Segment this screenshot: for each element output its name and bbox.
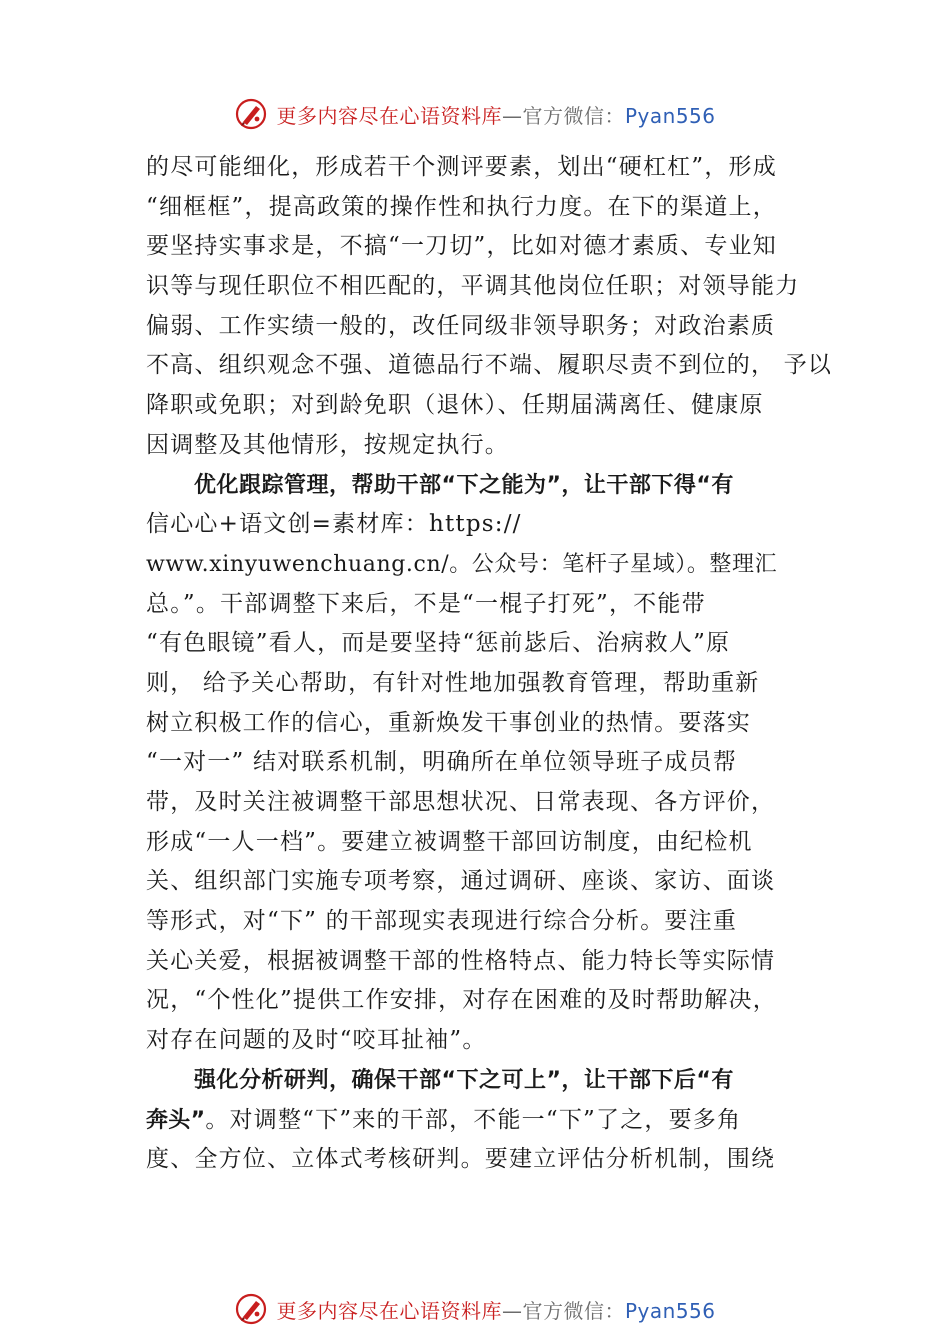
text-line: 带，及时关注被调整干部思想状况、日常表现、各方评价，: [146, 789, 776, 815]
text-line: “细框框”，提高政策的操作性和执行力度。在下的渠道上，: [146, 193, 777, 220]
text-line: 降职或免职；对到龄免职（退休）、任期届满离任、健康原: [146, 392, 764, 419]
section-heading: 优化跟踪管理，帮助干部“下之能为”，让干部下得“有: [194, 472, 734, 498]
banner-wechat-id: Pyan556: [624, 1298, 716, 1323]
text-line: 要坚持实事求是，不搞“一刀切”，比如对德才素质、专业知: [146, 233, 777, 260]
text-line: 识等与现任职位不相匹配的，平调其他岗位任职；对领导能力: [146, 273, 800, 300]
text-line: 的尽可能细化，形成若干个测评要素，划出“硬杠杠”，形成: [146, 154, 777, 180]
banner-site-name: 更多内容尽在心语资料库: [276, 1298, 502, 1323]
section-heading: 强化分析研判，确保干部“下之可上”，让干部下后“有: [194, 1067, 734, 1093]
banner-dash: —: [501, 103, 523, 128]
text-line: [146, 1101, 836, 1141]
text-line: 对存在问题的及时“咬耳扯袖”。: [146, 1027, 487, 1054]
text-line: 树立积极工作的信心，重新焕发干事创业的热情。要落实: [146, 709, 751, 736]
banner-text: [276, 1295, 715, 1324]
text-line: 况，“个性化”提供工作安排，对存在困难的及时帮助解决，: [146, 987, 777, 1014]
text-line: “有色眼镜”看人，而是要坚持“惩前毖后、治病救人”原: [146, 630, 731, 657]
text-line: 信心心+语文创=素材库：https://: [146, 511, 522, 538]
paragraph-2: [146, 466, 836, 1061]
text-line: 度、全方位、立体式考核研判。要建立评估分析机制，围绕: [146, 1146, 776, 1173]
document-body: [146, 148, 836, 1180]
text-line: 偏弱、工作实绩一般的，改任同级非领导职务；对政治素质: [146, 312, 776, 339]
header-banner: [0, 94, 950, 134]
banner-wechat-label: 官方微信：: [522, 1298, 625, 1323]
text-line: 关、组织部门实施专项考察，通过调研、座谈、家访、面谈: [146, 868, 776, 895]
banner-site-name: 更多内容尽在心语资料库: [276, 103, 502, 128]
text-line: 不高、组织观念不强、道德品行不端、履职尽责不到位的， 予以: [146, 352, 833, 379]
banner-text: [276, 100, 715, 129]
pen-logo-icon: [234, 1292, 268, 1326]
paragraph-1: [146, 148, 836, 466]
paragraph-3: [146, 1061, 836, 1180]
text-line: 则， 给予关心帮助，有针对性地加强教育管理，帮助重新: [146, 669, 760, 696]
text-line: 总。”。干部调整下来后，不是“一棍子打死”，不能带: [146, 590, 706, 617]
banner-wechat-label: 官方微信：: [522, 103, 625, 128]
text-line: www.xinyuwenchuang.cn/。公众号：笔杆子星域）。整理汇: [146, 551, 778, 577]
text-line: 等形式，对“下” 的干部现实表现进行综合分析。要注重: [146, 908, 738, 935]
text-line: 关心关爱，根据被调整干部的性格特点、能力特长等实际情: [146, 947, 776, 974]
banner-dash: —: [501, 1298, 523, 1323]
pen-logo-icon: [234, 97, 268, 131]
text-line: 形成“一人一档”。要建立被调整干部回访制度，由纪检机: [146, 828, 753, 855]
heading-continuation: 奔头”: [146, 1107, 206, 1133]
text-run: 。对调整“下”来的干部，不能一“下”了之，要多角: [205, 1106, 742, 1133]
banner-wechat-id: Pyan556: [624, 103, 716, 128]
footer-banner: [0, 1289, 950, 1329]
text-line: “一对一” 结对联系机制，明确所在单位领导班子成员帮: [146, 749, 738, 776]
text-line: 因调整及其他情形，按规定执行。: [146, 431, 509, 458]
